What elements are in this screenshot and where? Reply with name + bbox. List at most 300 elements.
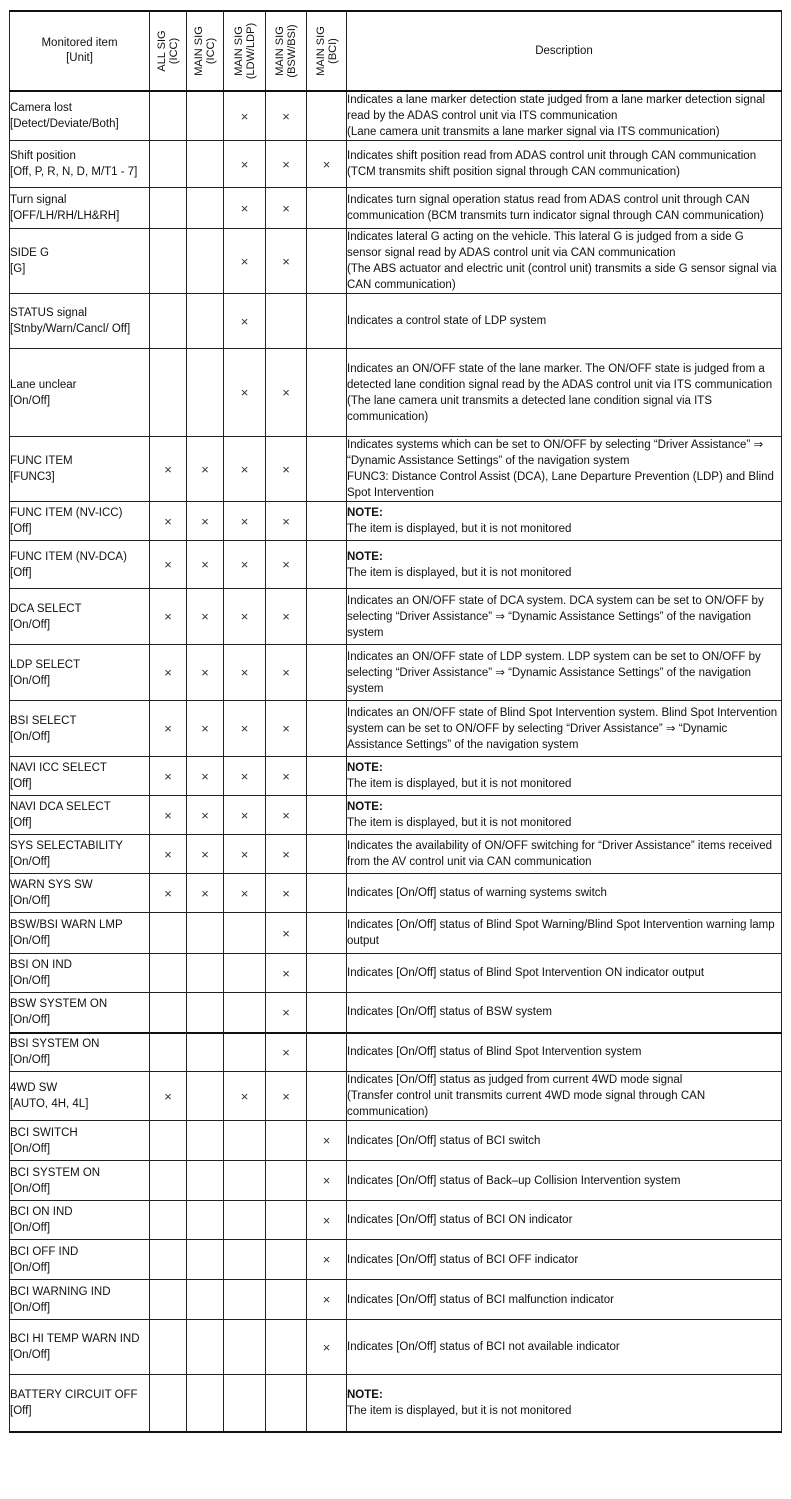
applicable-mark: × bbox=[201, 557, 209, 572]
mark-cell-all-sig-icc bbox=[150, 1375, 187, 1432]
applicable-mark: × bbox=[240, 108, 249, 124]
applicable-mark: × bbox=[282, 1088, 290, 1104]
mark-cell-main-sig-bsw-bsi bbox=[266, 835, 307, 874]
applicable-mark: × bbox=[240, 461, 249, 477]
item-unit: [On/Off] bbox=[10, 1261, 51, 1274]
mark-cell-main-sig-icc bbox=[187, 188, 224, 229]
applicable-mark: × bbox=[282, 965, 290, 981]
applicable-mark: × bbox=[282, 1044, 290, 1060]
description-cell bbox=[347, 1240, 782, 1280]
mark-cell-all-sig-icc bbox=[150, 141, 187, 188]
applicable-mark: × bbox=[201, 807, 209, 823]
description-cell bbox=[347, 993, 782, 1033]
applicable-mark: × bbox=[240, 609, 249, 624]
monitored-item-cell bbox=[10, 1375, 150, 1432]
mark-cell-main-sig-ldw-ldp bbox=[224, 835, 266, 874]
mark-cell-main-sig-ldw-ldp bbox=[224, 1375, 266, 1432]
mark-cell-main-sig-ldw-ldp bbox=[224, 757, 266, 796]
mark-cell-main-sig-icc bbox=[187, 1161, 224, 1201]
item-name: FUNC ITEM bbox=[10, 455, 73, 467]
table-row bbox=[10, 1280, 782, 1320]
description-cell bbox=[347, 349, 782, 437]
monitored-item-cell bbox=[10, 796, 150, 835]
description-cell bbox=[347, 1161, 782, 1201]
table-row bbox=[10, 796, 782, 835]
mark-cell-all-sig-icc bbox=[150, 645, 187, 701]
description-cell bbox=[347, 835, 782, 874]
description-text: Indicates [On/Off] status of Blind Spot Warning/Blind Spot Intervention warning lamp output bbox=[347, 919, 775, 947]
item-name: SYS SELECTABILITY bbox=[10, 840, 123, 852]
description-cell bbox=[347, 91, 782, 141]
description-text: Indicates [On/Off] status of Blind Spot Intervention system bbox=[347, 1046, 642, 1059]
mark-cell-main-sig-bsw-bsi bbox=[266, 1033, 307, 1072]
applicable-mark: × bbox=[240, 200, 249, 216]
item-name: Turn signal bbox=[10, 194, 67, 206]
description-cell bbox=[347, 294, 782, 349]
item-unit: [On/Off] bbox=[10, 1054, 51, 1067]
monitored-item-cell bbox=[10, 1240, 150, 1280]
table-row bbox=[10, 835, 782, 874]
mark-cell-main-sig-ldw-ldp bbox=[224, 1161, 266, 1201]
table-row bbox=[10, 913, 782, 954]
mark-cell-main-sig-icc bbox=[187, 954, 224, 993]
mark-cell-main-sig-bsw-bsi bbox=[266, 1280, 307, 1320]
applicable-mark: × bbox=[282, 609, 290, 624]
description-text: Indicates the availability of ON/OFF switching for “Driver Assistance” items received from the AV control unit via CAN communication bbox=[347, 840, 773, 868]
monitored-item-cell bbox=[10, 502, 150, 541]
mark-cell-main-sig-icc bbox=[187, 796, 224, 835]
description-text: Indicates turn signal operation status read from ADAS control unit through CAN communication (BCM transmits turn indicator signal through CAN communication) bbox=[347, 194, 764, 222]
item-unit: [On/Off] bbox=[10, 1349, 51, 1361]
applicable-mark: × bbox=[282, 925, 290, 941]
item-name: BSI SYSTEM ON bbox=[10, 1038, 100, 1051]
applicable-mark: × bbox=[240, 721, 249, 736]
description-cell bbox=[347, 589, 782, 645]
table-row bbox=[10, 1375, 782, 1432]
applicable-mark: × bbox=[164, 557, 172, 572]
mark-cell-main-sig-icc bbox=[187, 437, 224, 502]
mark-cell-main-sig-icc bbox=[187, 349, 224, 437]
item-name: BSW/BSI WARN LMP bbox=[10, 919, 123, 931]
table-row bbox=[10, 645, 782, 701]
mark-cell-main-sig-bci bbox=[307, 835, 347, 874]
mark-cell-main-sig-bci bbox=[307, 796, 347, 835]
mark-cell-main-sig-bsw-bsi bbox=[266, 141, 307, 188]
mark-cell-all-sig-icc bbox=[150, 757, 187, 796]
mark-cell-main-sig-icc bbox=[187, 757, 224, 796]
mark-cell-all-sig-icc bbox=[150, 502, 187, 541]
mark-cell-all-sig-icc bbox=[150, 294, 187, 349]
item-name: DCA SELECT bbox=[10, 602, 82, 615]
mark-cell-all-sig-icc bbox=[150, 91, 187, 141]
applicable-mark: × bbox=[282, 721, 290, 736]
item-unit: [Off] bbox=[10, 778, 32, 790]
applicable-mark: × bbox=[164, 461, 172, 477]
item-name: FUNC ITEM (NV-DCA) bbox=[10, 550, 127, 563]
item-name: NAVI DCA SELECT bbox=[10, 801, 111, 813]
mark-cell-main-sig-ldw-ldp bbox=[224, 1280, 266, 1320]
description-text: Indicates [On/Off] status of BCI malfunction indicator bbox=[347, 1293, 614, 1306]
mark-cell-main-sig-ldw-ldp bbox=[224, 1240, 266, 1280]
applicable-mark: × bbox=[282, 385, 290, 400]
mark-cell-main-sig-bci bbox=[307, 349, 347, 437]
mark-cell-all-sig-icc bbox=[150, 229, 187, 294]
mark-cell-main-sig-bci bbox=[307, 1072, 347, 1121]
description-cell bbox=[347, 1375, 782, 1432]
mark-cell-main-sig-bci bbox=[307, 141, 347, 188]
mark-cell-all-sig-icc bbox=[150, 1161, 187, 1201]
mark-cell-main-sig-ldw-ldp bbox=[224, 188, 266, 229]
monitored-item-cell bbox=[10, 1161, 150, 1201]
item-unit: [AUTO, 4H, 4L] bbox=[10, 1098, 89, 1110]
applicable-mark: × bbox=[201, 721, 209, 736]
applicable-mark: × bbox=[240, 768, 249, 784]
applicable-mark: × bbox=[282, 665, 290, 680]
description-text: The item is displayed, but it is not monitored bbox=[347, 566, 572, 579]
applicable-mark: × bbox=[282, 846, 290, 862]
applicable-mark: × bbox=[240, 846, 249, 862]
monitored-item-cell bbox=[10, 874, 150, 913]
note-label: NOTE: bbox=[347, 801, 383, 813]
description-text: Indicates lateral G acting on the vehicle. This lateral G is judged from a side G sensor signal read by ADAS control unit via CAN communication (The ABS actuator and electric unit (control unit) transmits a side G sensor signal via CAN communication) bbox=[347, 231, 777, 291]
table-row bbox=[10, 349, 782, 437]
monitored-item-cell bbox=[10, 141, 150, 188]
mark-cell-main-sig-bsw-bsi bbox=[266, 91, 307, 141]
header-main-sig-ldw-ldp: MAIN SIG (LDW/LDP) bbox=[224, 11, 266, 91]
item-unit: [G] bbox=[10, 263, 26, 275]
mark-cell-main-sig-bci bbox=[307, 913, 347, 954]
applicable-mark: × bbox=[201, 513, 209, 529]
mark-cell-main-sig-bci bbox=[307, 502, 347, 541]
item-name: BCI WARNING IND bbox=[10, 1285, 111, 1298]
item-name: BCI SWITCH bbox=[10, 1126, 78, 1139]
applicable-mark: × bbox=[240, 665, 249, 680]
monitored-item-cell bbox=[10, 1072, 150, 1121]
mark-cell-main-sig-ldw-ldp bbox=[224, 437, 266, 502]
applicable-mark: × bbox=[322, 1133, 331, 1148]
item-name: FUNC ITEM (NV-ICC) bbox=[10, 507, 123, 519]
applicable-mark: × bbox=[282, 200, 290, 216]
applicable-mark: × bbox=[240, 807, 249, 823]
mark-cell-main-sig-icc bbox=[187, 229, 224, 294]
table-row bbox=[10, 1161, 782, 1201]
description-text: The item is displayed, but it is not monitored bbox=[347, 778, 572, 790]
description-text: Indicates [On/Off] status of BCI ON indicator bbox=[347, 1214, 573, 1226]
mark-cell-all-sig-icc bbox=[150, 835, 187, 874]
mark-cell-main-sig-bsw-bsi bbox=[266, 993, 307, 1033]
applicable-mark: × bbox=[282, 885, 290, 901]
mark-cell-main-sig-bci bbox=[307, 757, 347, 796]
header-description: Description bbox=[347, 11, 782, 91]
description-text: Indicates [On/Off] status of BCI switch bbox=[347, 1134, 541, 1147]
mark-cell-main-sig-bci bbox=[307, 541, 347, 589]
mark-cell-all-sig-icc bbox=[150, 1072, 187, 1121]
mark-cell-main-sig-ldw-ldp bbox=[224, 993, 266, 1033]
mark-cell-main-sig-bsw-bsi bbox=[266, 188, 307, 229]
applicable-mark: × bbox=[282, 1004, 290, 1020]
mark-cell-all-sig-icc bbox=[150, 349, 187, 437]
note-label: NOTE: bbox=[347, 507, 383, 519]
item-name: BATTERY CIRCUIT OFF bbox=[10, 1388, 138, 1401]
item-name: BCI OFF IND bbox=[10, 1245, 79, 1258]
applicable-mark: × bbox=[164, 513, 172, 529]
mark-cell-main-sig-bci bbox=[307, 91, 347, 141]
mark-cell-main-sig-ldw-ldp bbox=[224, 349, 266, 437]
monitored-item-cell bbox=[10, 913, 150, 954]
item-unit: [On/Off] bbox=[10, 1222, 51, 1234]
mark-cell-main-sig-ldw-ldp bbox=[224, 1072, 266, 1121]
mark-cell-main-sig-bci bbox=[307, 1240, 347, 1280]
mark-cell-all-sig-icc bbox=[150, 1240, 187, 1280]
item-unit: [On/Off] bbox=[10, 394, 51, 407]
mark-cell-main-sig-ldw-ldp bbox=[224, 874, 266, 913]
applicable-mark: × bbox=[164, 885, 172, 901]
table-row bbox=[10, 701, 782, 757]
item-name: BCI ON IND bbox=[10, 1206, 73, 1218]
table-row bbox=[10, 229, 782, 294]
mark-cell-main-sig-bci bbox=[307, 645, 347, 701]
table-row bbox=[10, 502, 782, 541]
item-name: LDP SELECT bbox=[10, 658, 81, 671]
header-all-sig-icc: ALL SIG (ICC) bbox=[150, 11, 187, 91]
mark-cell-all-sig-icc bbox=[150, 874, 187, 913]
mark-cell-main-sig-bsw-bsi bbox=[266, 1201, 307, 1240]
applicable-mark: × bbox=[322, 1212, 331, 1228]
table-row bbox=[10, 1121, 782, 1161]
item-name: BCI SYSTEM ON bbox=[10, 1166, 101, 1179]
mark-cell-main-sig-icc bbox=[187, 1201, 224, 1240]
description-text: Indicates a lane marker detection state judged from a lane marker detection signal read by the ADAS control unit via ITS communication (Lane camera unit transmits a lane marker signal via ITS communication) bbox=[347, 94, 766, 138]
table-row bbox=[10, 91, 782, 141]
mark-cell-main-sig-bsw-bsi bbox=[266, 645, 307, 701]
monitored-item-cell bbox=[10, 1280, 150, 1320]
mark-cell-main-sig-bsw-bsi bbox=[266, 1375, 307, 1432]
mark-cell-main-sig-icc bbox=[187, 1033, 224, 1072]
item-unit: [On/Off] bbox=[10, 975, 51, 987]
applicable-mark: × bbox=[322, 1339, 331, 1355]
mark-cell-main-sig-icc bbox=[187, 645, 224, 701]
item-name: BSW SYSTEM ON bbox=[10, 998, 108, 1011]
table-row bbox=[10, 1033, 782, 1072]
applicable-mark: × bbox=[201, 885, 209, 901]
applicable-mark: × bbox=[240, 156, 249, 172]
applicable-mark: × bbox=[322, 1173, 331, 1188]
description-cell bbox=[347, 913, 782, 954]
applicable-mark: × bbox=[164, 609, 172, 624]
applicable-mark: × bbox=[164, 768, 172, 784]
table-row bbox=[10, 437, 782, 502]
applicable-mark: × bbox=[164, 721, 172, 736]
mark-cell-main-sig-ldw-ldp bbox=[224, 1033, 266, 1072]
monitored-item-cell bbox=[10, 701, 150, 757]
mark-cell-main-sig-ldw-ldp bbox=[224, 1201, 266, 1240]
mark-cell-main-sig-bsw-bsi bbox=[266, 1240, 307, 1280]
applicable-mark: × bbox=[240, 513, 249, 529]
monitored-item-cell bbox=[10, 91, 150, 141]
mark-cell-main-sig-bsw-bsi bbox=[266, 874, 307, 913]
monitored-item-cell bbox=[10, 1121, 150, 1161]
mark-cell-all-sig-icc bbox=[150, 796, 187, 835]
applicable-mark: × bbox=[240, 1088, 249, 1104]
item-unit: [Off, P, R, N, D, M/T1 - 7] bbox=[10, 166, 138, 178]
table-row bbox=[10, 874, 782, 913]
table-row bbox=[10, 757, 782, 796]
monitored-item-cell bbox=[10, 188, 150, 229]
item-name: Camera lost bbox=[10, 102, 72, 114]
mark-cell-main-sig-icc bbox=[187, 141, 224, 188]
description-text: Indicates an ON/OFF state of LDP system. LDP system can be set to ON/OFF by selecting “Driver Assistance” ⇒ “Dynamic Assistance Settings” of the navigation system bbox=[347, 650, 761, 695]
mark-cell-main-sig-bci bbox=[307, 1121, 347, 1161]
description-text: Indicates [On/Off] status of Blind Spot Intervention ON indicator output bbox=[347, 967, 705, 979]
monitored-item-cell bbox=[10, 229, 150, 294]
applicable-mark: × bbox=[322, 1252, 331, 1267]
mark-cell-main-sig-icc bbox=[187, 1072, 224, 1121]
mark-cell-main-sig-bsw-bsi bbox=[266, 349, 307, 437]
mark-cell-main-sig-icc bbox=[187, 874, 224, 913]
mark-cell-all-sig-icc bbox=[150, 1121, 187, 1161]
mark-cell-main-sig-icc bbox=[187, 1320, 224, 1375]
mark-cell-main-sig-bsw-bsi bbox=[266, 1161, 307, 1201]
mark-cell-all-sig-icc bbox=[150, 541, 187, 589]
applicable-mark: × bbox=[201, 665, 209, 680]
applicable-mark: × bbox=[201, 768, 209, 784]
description-cell bbox=[347, 1280, 782, 1320]
description-cell bbox=[347, 229, 782, 294]
description-cell bbox=[347, 141, 782, 188]
item-name: BCI HI TEMP WARN IND bbox=[10, 1333, 140, 1345]
table-row bbox=[10, 188, 782, 229]
applicable-mark: × bbox=[282, 557, 290, 572]
mark-cell-all-sig-icc bbox=[150, 188, 187, 229]
item-unit: [On/Off] bbox=[10, 674, 51, 687]
applicable-mark: × bbox=[322, 156, 331, 172]
description-text: Indicates [On/Off] status of BCI not available indicator bbox=[347, 1341, 620, 1353]
mark-cell-main-sig-icc bbox=[187, 589, 224, 645]
mark-cell-main-sig-bci bbox=[307, 1375, 347, 1432]
item-name: STATUS signal bbox=[10, 307, 87, 319]
applicable-mark: × bbox=[282, 253, 290, 269]
mark-cell-main-sig-ldw-ldp bbox=[224, 1320, 266, 1375]
mark-cell-main-sig-bci bbox=[307, 993, 347, 1033]
item-unit: [Off] bbox=[10, 817, 32, 829]
mark-cell-main-sig-bsw-bsi bbox=[266, 1320, 307, 1375]
table-row bbox=[10, 589, 782, 645]
mark-cell-main-sig-bsw-bsi bbox=[266, 541, 307, 589]
mark-cell-main-sig-bsw-bsi bbox=[266, 796, 307, 835]
mark-cell-main-sig-icc bbox=[187, 1121, 224, 1161]
monitored-item-cell bbox=[10, 294, 150, 349]
applicable-mark: × bbox=[240, 253, 249, 269]
description-cell bbox=[347, 1121, 782, 1161]
applicable-mark: × bbox=[322, 1292, 331, 1307]
applicable-mark: × bbox=[164, 665, 172, 680]
description-cell bbox=[347, 1033, 782, 1072]
mark-cell-all-sig-icc bbox=[150, 954, 187, 993]
mark-cell-main-sig-icc bbox=[187, 294, 224, 349]
mark-cell-all-sig-icc bbox=[150, 993, 187, 1033]
mark-cell-main-sig-ldw-ldp bbox=[224, 502, 266, 541]
mark-cell-main-sig-icc bbox=[187, 541, 224, 589]
mark-cell-main-sig-ldw-ldp bbox=[224, 294, 266, 349]
mark-cell-all-sig-icc bbox=[150, 437, 187, 502]
applicable-mark: × bbox=[201, 461, 209, 477]
item-unit: [Off] bbox=[10, 523, 32, 535]
applicable-mark: × bbox=[201, 846, 209, 862]
mark-cell-main-sig-icc bbox=[187, 1375, 224, 1432]
monitored-item-cell bbox=[10, 1320, 150, 1375]
item-unit: [On/Off] bbox=[10, 1301, 51, 1314]
table-row bbox=[10, 954, 782, 993]
item-name: BSI SELECT bbox=[10, 714, 77, 727]
mark-cell-main-sig-ldw-ldp bbox=[224, 701, 266, 757]
table-row bbox=[10, 1240, 782, 1280]
mark-cell-all-sig-icc bbox=[150, 701, 187, 757]
mark-cell-main-sig-bci bbox=[307, 1161, 347, 1201]
mark-cell-main-sig-ldw-ldp bbox=[224, 91, 266, 141]
applicable-mark: × bbox=[282, 108, 290, 124]
mark-cell-main-sig-icc bbox=[187, 91, 224, 141]
mark-cell-main-sig-bsw-bsi bbox=[266, 757, 307, 796]
header-monitored-item: Monitored item [Unit] bbox=[10, 11, 150, 91]
item-name: 4WD SW bbox=[10, 1082, 58, 1094]
table-header-row bbox=[10, 11, 782, 91]
mark-cell-main-sig-bci bbox=[307, 1033, 347, 1072]
note-label: NOTE: bbox=[347, 762, 383, 774]
applicable-mark: × bbox=[240, 557, 249, 572]
applicable-mark: × bbox=[282, 807, 290, 823]
item-name: NAVI ICC SELECT bbox=[10, 762, 107, 774]
description-cell bbox=[347, 954, 782, 993]
monitor-item-table bbox=[9, 10, 782, 1433]
mark-cell-all-sig-icc bbox=[150, 1320, 187, 1375]
item-unit: [Off] bbox=[10, 566, 32, 579]
mark-cell-main-sig-ldw-ldp bbox=[224, 229, 266, 294]
monitored-item-cell bbox=[10, 954, 150, 993]
item-name: SIDE G bbox=[10, 247, 49, 259]
mark-cell-main-sig-bci bbox=[307, 1280, 347, 1320]
applicable-mark: × bbox=[164, 1088, 172, 1104]
item-unit: [On/Off] bbox=[10, 1142, 51, 1155]
item-unit: [On/Off] bbox=[10, 856, 51, 868]
applicable-mark: × bbox=[282, 156, 290, 172]
description-cell bbox=[347, 796, 782, 835]
applicable-mark: × bbox=[282, 768, 290, 784]
mark-cell-main-sig-ldw-ldp bbox=[224, 645, 266, 701]
mark-cell-all-sig-icc bbox=[150, 1201, 187, 1240]
monitored-item-cell bbox=[10, 835, 150, 874]
mark-cell-main-sig-bsw-bsi bbox=[266, 954, 307, 993]
applicable-mark: × bbox=[164, 846, 172, 862]
applicable-mark: × bbox=[164, 807, 172, 823]
description-text: Indicates an ON/OFF state of Blind Spot Intervention system. Blind Spot Intervention system can be set to ON/OFF by selecting “Driver Assistance” ⇒ “Dynamic Assistance Settings” of the navigation system bbox=[347, 706, 778, 751]
mark-cell-main-sig-bsw-bsi bbox=[266, 502, 307, 541]
description-cell bbox=[347, 645, 782, 701]
mark-cell-main-sig-bci bbox=[307, 954, 347, 993]
mark-cell-main-sig-ldw-ldp bbox=[224, 141, 266, 188]
description-cell bbox=[347, 502, 782, 541]
description-cell bbox=[347, 188, 782, 229]
mark-cell-main-sig-icc bbox=[187, 835, 224, 874]
description-cell bbox=[347, 701, 782, 757]
description-text: Indicates [On/Off] status as judged from current 4WD mode signal (Transfer control unit transmits current 4WD mode signal through CAN communication) bbox=[347, 1074, 706, 1118]
table-row bbox=[10, 294, 782, 349]
mark-cell-main-sig-bci bbox=[307, 874, 347, 913]
mark-cell-main-sig-icc bbox=[187, 993, 224, 1033]
monitored-item-cell bbox=[10, 645, 150, 701]
mark-cell-main-sig-bci bbox=[307, 1201, 347, 1240]
mark-cell-main-sig-bsw-bsi bbox=[266, 229, 307, 294]
monitored-item-cell bbox=[10, 1201, 150, 1240]
